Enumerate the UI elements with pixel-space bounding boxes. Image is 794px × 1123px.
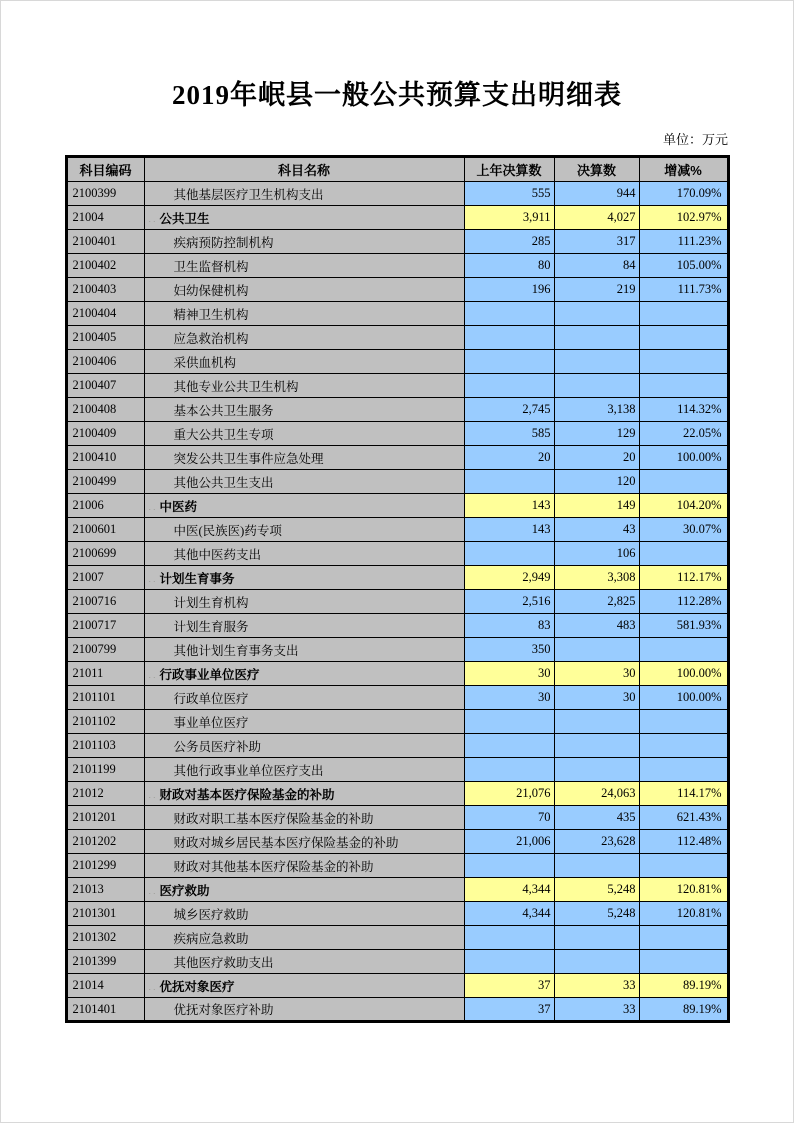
subject-code-cell: 2101302 — [66, 926, 144, 950]
change-pct-cell: 112.17% — [639, 566, 728, 590]
subject-name-cell: 突发公共卫生事件应急处理 — [144, 446, 464, 470]
change-pct-cell — [639, 710, 728, 734]
subject-name-cell: 计划生育服务 — [144, 614, 464, 638]
change-pct-cell: 112.48% — [639, 830, 728, 854]
subject-name-cell: 疾病应急救助 — [144, 926, 464, 950]
subject-code-cell: 21012 — [66, 782, 144, 806]
subject-name-cell: .. 行政事业单位医疗 — [144, 662, 464, 686]
prev-year-final-cell: 83 — [464, 614, 554, 638]
final-cell — [554, 638, 639, 662]
table-row — [66, 542, 728, 566]
table-row — [66, 782, 728, 806]
change-pct-cell — [639, 950, 728, 974]
prev-year-final-cell: 555 — [464, 182, 554, 206]
final-cell: 106 — [554, 542, 639, 566]
final-cell: 30 — [554, 662, 639, 686]
subject-name-cell: 优抚对象医疗补助 — [144, 998, 464, 1022]
change-pct-cell: 89.19% — [639, 998, 728, 1022]
subject-name-cell: 公务员医疗补助 — [144, 734, 464, 758]
final-cell — [554, 758, 639, 782]
subject-name-cell: 行政单位医疗 — [144, 686, 464, 710]
budget-table — [65, 155, 730, 1023]
prev-year-final-cell: 37 — [464, 974, 554, 998]
subject-code-cell: 2100499 — [66, 470, 144, 494]
subject-name-cell: 其他中医药支出 — [144, 542, 464, 566]
subject-name-cell: 妇幼保健机构 — [144, 278, 464, 302]
subject-code-cell: 2100403 — [66, 278, 144, 302]
final-cell: 3,308 — [554, 566, 639, 590]
subject-code-cell: 2100401 — [66, 230, 144, 254]
outline-marker: .. — [148, 574, 158, 584]
table-row — [66, 446, 728, 470]
final-cell: 23,628 — [554, 830, 639, 854]
table-row — [66, 830, 728, 854]
final-cell: 129 — [554, 422, 639, 446]
change-pct-cell: 114.32% — [639, 398, 728, 422]
subject-name-cell: 基本公共卫生服务 — [144, 398, 464, 422]
subject-code-cell: 2101399 — [66, 950, 144, 974]
table-row — [66, 878, 728, 902]
final-cell: 219 — [554, 278, 639, 302]
subject-name-cell: 其他医疗救助支出 — [144, 950, 464, 974]
final-cell — [554, 926, 639, 950]
subject-code-cell: 21013 — [66, 878, 144, 902]
prev-year-final-cell — [464, 302, 554, 326]
subject-code-cell: 2100408 — [66, 398, 144, 422]
subject-name-cell: 应急救治机构 — [144, 326, 464, 350]
subject-name-cell: 城乡医疗救助 — [144, 902, 464, 926]
prev-year-final-cell — [464, 326, 554, 350]
subject-code-cell: 2100405 — [66, 326, 144, 350]
subject-name-cell: .. 公共卫生 — [144, 206, 464, 230]
final-cell: 20 — [554, 446, 639, 470]
table-row — [66, 494, 728, 518]
subject-name-cell: .. 中医药 — [144, 494, 464, 518]
subject-name-cell: 其他计划生育事务支出 — [144, 638, 464, 662]
page-title: 2019年岷县一般公共预算支出明细表 — [172, 80, 622, 110]
table-row — [66, 950, 728, 974]
subject-code-cell: 2100799 — [66, 638, 144, 662]
table-row — [66, 254, 728, 278]
table-row — [66, 686, 728, 710]
subject-name-cell: 计划生育机构 — [144, 590, 464, 614]
subject-code-cell: 21011 — [66, 662, 144, 686]
subject-name-cell: 其他公共卫生支出 — [144, 470, 464, 494]
subject-code-cell: 2100716 — [66, 590, 144, 614]
prev-year-final-cell — [464, 470, 554, 494]
table-row — [66, 518, 728, 542]
final-cell: 944 — [554, 182, 639, 206]
final-cell: 24,063 — [554, 782, 639, 806]
table-row — [66, 662, 728, 686]
col-header-subject-name: 科目名称 — [144, 157, 464, 182]
table-row — [66, 182, 728, 206]
subject-name-cell: 事业单位医疗 — [144, 710, 464, 734]
table-row — [66, 974, 728, 998]
subject-name-cell: 疾病预防控制机构 — [144, 230, 464, 254]
change-pct-cell: 120.81% — [639, 878, 728, 902]
table-row — [66, 278, 728, 302]
outline-marker: .. — [148, 790, 158, 800]
change-pct-cell — [639, 326, 728, 350]
table-row — [66, 590, 728, 614]
unit-note: 单位：万元 — [662, 132, 728, 147]
table-row — [66, 734, 728, 758]
table-row — [66, 374, 728, 398]
table-row — [66, 398, 728, 422]
change-pct-cell — [639, 758, 728, 782]
prev-year-final-cell: 3,911 — [464, 206, 554, 230]
prev-year-final-cell — [464, 758, 554, 782]
final-cell: 435 — [554, 806, 639, 830]
final-cell — [554, 950, 639, 974]
final-cell — [554, 854, 639, 878]
subject-code-cell: 21014 — [66, 974, 144, 998]
subject-code-cell: 2101103 — [66, 734, 144, 758]
subject-code-cell: 2100410 — [66, 446, 144, 470]
change-pct-cell: 100.00% — [639, 662, 728, 686]
final-cell: 33 — [554, 974, 639, 998]
final-cell: 120 — [554, 470, 639, 494]
change-pct-cell: 100.00% — [639, 446, 728, 470]
final-cell: 30 — [554, 686, 639, 710]
outline-marker: .. — [148, 670, 158, 680]
change-pct-cell: 100.00% — [639, 686, 728, 710]
change-pct-cell: 581.93% — [639, 614, 728, 638]
table-row — [66, 758, 728, 782]
table-row — [66, 326, 728, 350]
subject-name-cell: .. 医疗救助 — [144, 878, 464, 902]
subject-code-cell: 2100409 — [66, 422, 144, 446]
prev-year-final-cell: 285 — [464, 230, 554, 254]
subject-code-cell: 21004 — [66, 206, 144, 230]
subject-code-cell: 2100406 — [66, 350, 144, 374]
col-header-change-pct: 增减% — [639, 157, 728, 182]
final-cell: 5,248 — [554, 902, 639, 926]
prev-year-final-cell — [464, 734, 554, 758]
subject-code-cell: 2100399 — [66, 182, 144, 206]
subject-name-cell: 财政对城乡居民基本医疗保险基金的补助 — [144, 830, 464, 854]
prev-year-final-cell: 21,076 — [464, 782, 554, 806]
change-pct-cell: 102.97% — [639, 206, 728, 230]
table-row — [66, 710, 728, 734]
subject-name-cell: 重大公共卫生专项 — [144, 422, 464, 446]
prev-year-final-cell: 2,949 — [464, 566, 554, 590]
change-pct-cell — [639, 926, 728, 950]
prev-year-final-cell: 20 — [464, 446, 554, 470]
final-cell: 33 — [554, 998, 639, 1022]
table-row — [66, 806, 728, 830]
final-cell: 5,248 — [554, 878, 639, 902]
prev-year-final-cell — [464, 374, 554, 398]
subject-code-cell: 2101299 — [66, 854, 144, 878]
subject-name-cell: .. 财政对基本医疗保险基金的补助 — [144, 782, 464, 806]
change-pct-cell: 621.43% — [639, 806, 728, 830]
prev-year-final-cell: 143 — [464, 518, 554, 542]
subject-code-cell: 2100601 — [66, 518, 144, 542]
table-body — [66, 182, 728, 1022]
final-cell — [554, 350, 639, 374]
table-row — [66, 638, 728, 662]
prev-year-final-cell — [464, 950, 554, 974]
prev-year-final-cell: 585 — [464, 422, 554, 446]
subject-code-cell: 2100407 — [66, 374, 144, 398]
table-row — [66, 302, 728, 326]
final-cell: 43 — [554, 518, 639, 542]
change-pct-cell — [639, 638, 728, 662]
subject-name-cell: 其他行政事业单位医疗支出 — [144, 758, 464, 782]
prev-year-final-cell: 196 — [464, 278, 554, 302]
change-pct-cell: 22.05% — [639, 422, 728, 446]
prev-year-final-cell: 21,006 — [464, 830, 554, 854]
subject-code-cell: 2101202 — [66, 830, 144, 854]
prev-year-final-cell: 70 — [464, 806, 554, 830]
change-pct-cell: 105.00% — [639, 254, 728, 278]
subject-name-cell: 中医(民族医)药专项 — [144, 518, 464, 542]
subject-name-cell: 采供血机构 — [144, 350, 464, 374]
subject-name-cell: 精神卫生机构 — [144, 302, 464, 326]
change-pct-cell — [639, 350, 728, 374]
prev-year-final-cell: 143 — [464, 494, 554, 518]
final-cell — [554, 710, 639, 734]
subject-code-cell: 2101301 — [66, 902, 144, 926]
change-pct-cell — [639, 470, 728, 494]
final-cell — [554, 374, 639, 398]
subject-code-cell: 2100699 — [66, 542, 144, 566]
final-cell — [554, 302, 639, 326]
prev-year-final-cell: 30 — [464, 662, 554, 686]
prev-year-final-cell: 37 — [464, 998, 554, 1022]
change-pct-cell: 170.09% — [639, 182, 728, 206]
final-cell: 317 — [554, 230, 639, 254]
table-row — [66, 926, 728, 950]
change-pct-cell — [639, 542, 728, 566]
change-pct-cell — [639, 374, 728, 398]
outline-marker: .. — [148, 886, 158, 896]
col-header-prev-year-final: 上年决算数 — [464, 157, 554, 182]
final-cell — [554, 326, 639, 350]
final-cell: 3,138 — [554, 398, 639, 422]
subject-name-cell: 其他基层医疗卫生机构支出 — [144, 182, 464, 206]
final-cell: 149 — [554, 494, 639, 518]
final-cell: 84 — [554, 254, 639, 278]
prev-year-final-cell — [464, 926, 554, 950]
outline-marker: .. — [148, 502, 158, 512]
subject-code-cell: 2100717 — [66, 614, 144, 638]
final-cell: 4,027 — [554, 206, 639, 230]
prev-year-final-cell: 30 — [464, 686, 554, 710]
subject-code-cell: 2100404 — [66, 302, 144, 326]
table-row — [66, 350, 728, 374]
prev-year-final-cell: 2,745 — [464, 398, 554, 422]
table-row — [66, 230, 728, 254]
final-cell — [554, 734, 639, 758]
table-row — [66, 206, 728, 230]
change-pct-cell — [639, 734, 728, 758]
change-pct-cell — [639, 302, 728, 326]
subject-code-cell: 21007 — [66, 566, 144, 590]
subject-code-cell: 2101401 — [66, 998, 144, 1022]
table-row — [66, 854, 728, 878]
table-row — [66, 902, 728, 926]
table-row — [66, 470, 728, 494]
subject-name-cell: 财政对职工基本医疗保险基金的补助 — [144, 806, 464, 830]
prev-year-final-cell — [464, 854, 554, 878]
table-row — [66, 998, 728, 1022]
subject-code-cell: 2101102 — [66, 710, 144, 734]
change-pct-cell: 111.23% — [639, 230, 728, 254]
prev-year-final-cell — [464, 350, 554, 374]
prev-year-final-cell: 350 — [464, 638, 554, 662]
subject-code-cell: 21006 — [66, 494, 144, 518]
prev-year-final-cell: 4,344 — [464, 902, 554, 926]
change-pct-cell: 30.07% — [639, 518, 728, 542]
outline-marker: .. — [148, 982, 158, 992]
table-row — [66, 614, 728, 638]
change-pct-cell: 112.28% — [639, 590, 728, 614]
subject-name-cell: 其他专业公共卫生机构 — [144, 374, 464, 398]
table-row — [66, 566, 728, 590]
change-pct-cell: 111.73% — [639, 278, 728, 302]
subject-code-cell: 2101201 — [66, 806, 144, 830]
subject-name-cell: .. 优抚对象医疗 — [144, 974, 464, 998]
subject-code-cell: 2100402 — [66, 254, 144, 278]
change-pct-cell: 114.17% — [639, 782, 728, 806]
final-cell: 483 — [554, 614, 639, 638]
col-header-subject-code: 科目编码 — [66, 157, 144, 182]
prev-year-final-cell: 4,344 — [464, 878, 554, 902]
change-pct-cell — [639, 854, 728, 878]
prev-year-final-cell: 80 — [464, 254, 554, 278]
change-pct-cell: 120.81% — [639, 902, 728, 926]
table-row — [66, 422, 728, 446]
final-cell: 2,825 — [554, 590, 639, 614]
outline-marker: .. — [148, 214, 158, 224]
subject-name-cell: 财政对其他基本医疗保险基金的补助 — [144, 854, 464, 878]
prev-year-final-cell: 2,516 — [464, 590, 554, 614]
subject-name-cell: 卫生监督机构 — [144, 254, 464, 278]
change-pct-cell: 104.20% — [639, 494, 728, 518]
change-pct-cell: 89.19% — [639, 974, 728, 998]
prev-year-final-cell — [464, 710, 554, 734]
col-header-final: 决算数 — [554, 157, 639, 182]
subject-name-cell: .. 计划生育事务 — [144, 566, 464, 590]
table-header-row — [66, 157, 728, 182]
subject-code-cell: 2101199 — [66, 758, 144, 782]
prev-year-final-cell — [464, 542, 554, 566]
subject-code-cell: 2101101 — [66, 686, 144, 710]
